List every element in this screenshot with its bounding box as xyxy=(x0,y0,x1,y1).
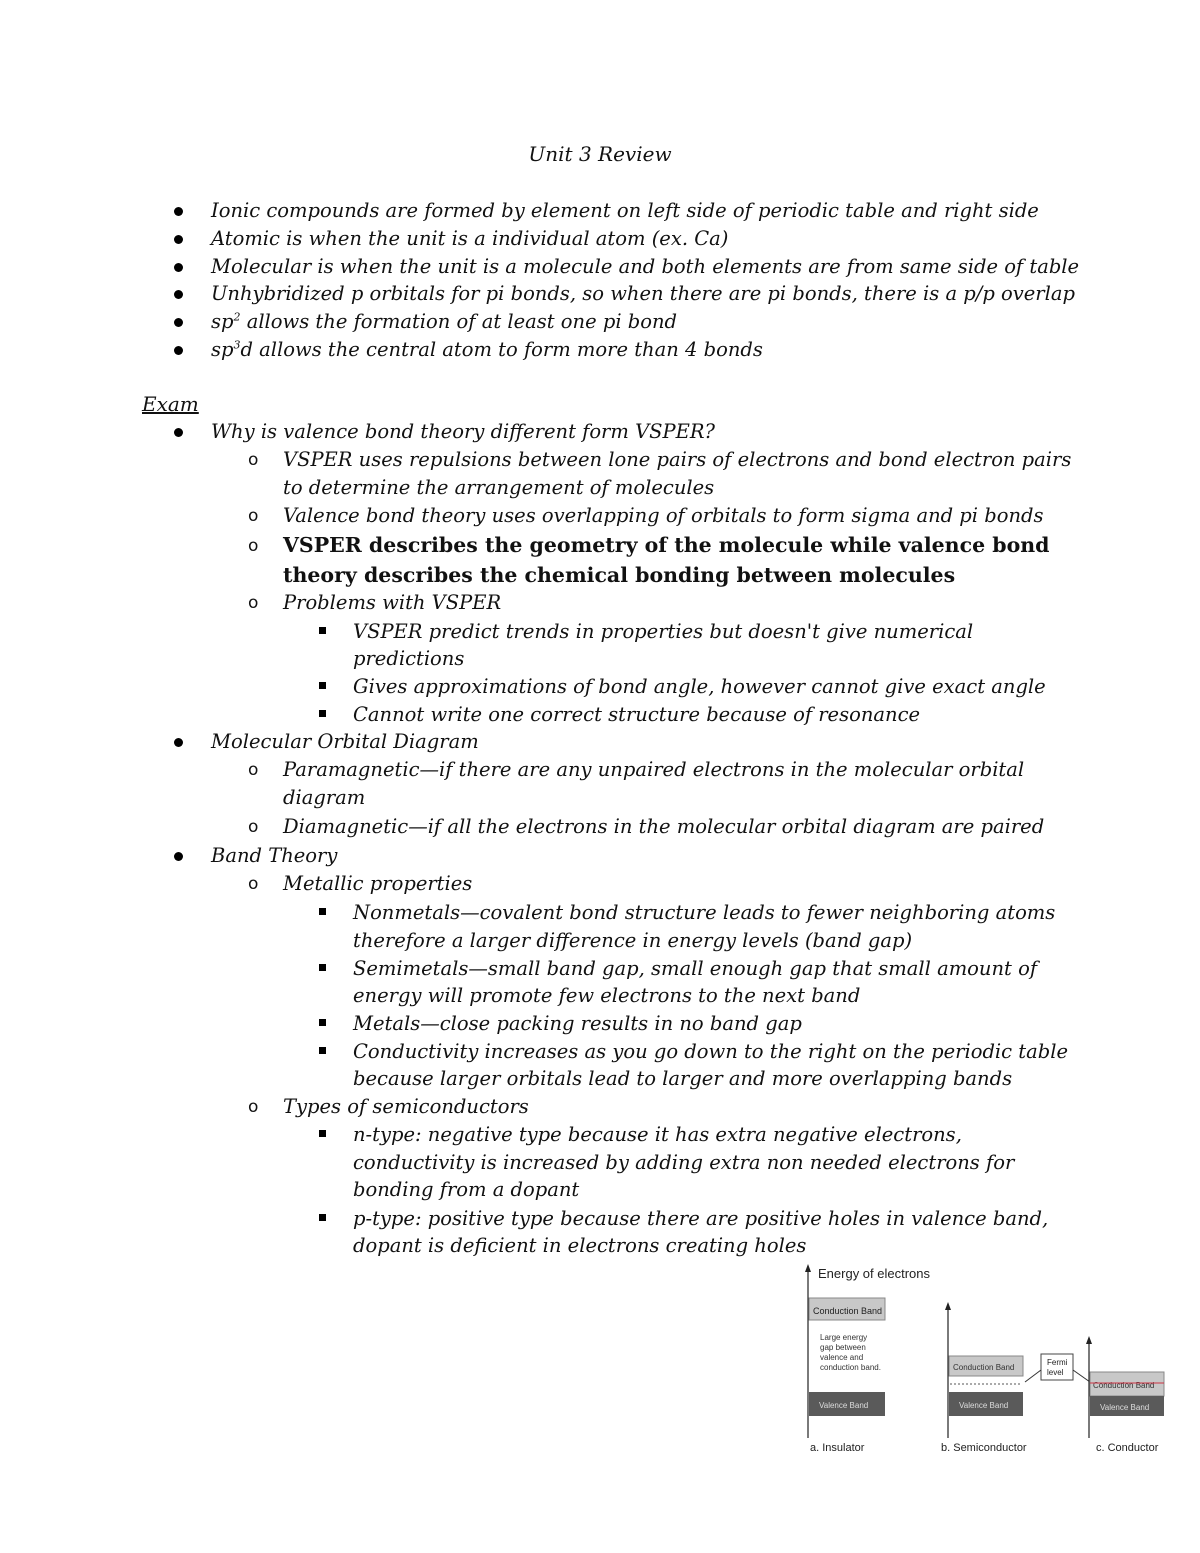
valence-band-label: Valence Band xyxy=(819,1401,869,1410)
square-bullet-icon xyxy=(319,1047,326,1054)
list-item: Atomic is when the unit is a individual atom (ex. Ca) xyxy=(211,227,729,250)
circle-bullet-icon: o xyxy=(248,506,259,526)
conduction-band-label: Conduction Band xyxy=(1093,1381,1155,1390)
square-bullet-icon xyxy=(319,1214,326,1221)
bullet-icon xyxy=(174,852,183,861)
bullet-icon xyxy=(174,428,183,437)
list-item xyxy=(211,309,677,335)
bullet-icon xyxy=(174,263,183,272)
circle-bullet-icon: o xyxy=(248,450,259,470)
fermi-label-line: level xyxy=(1047,1368,1064,1377)
list-item: Semimetals—small band gap, small enough gap that small amount of xyxy=(353,957,1038,980)
list-item: Gives approximations of bond angle, however cannot give exact angle xyxy=(353,675,1046,698)
circle-bullet-icon: o xyxy=(248,536,259,556)
list-item: Molecular Orbital Diagram xyxy=(211,730,479,753)
caption-conductor: c. Conductor xyxy=(1096,1442,1159,1454)
band-diagram xyxy=(800,1262,1180,1462)
list-item: Metallic properties xyxy=(283,872,473,895)
list-item-continued: dopant is deficient in electrons creating holes xyxy=(353,1234,807,1257)
circle-bullet-icon: o xyxy=(248,760,259,780)
list-item: VSPER predict trends in properties but doesn't give numerical xyxy=(353,620,974,643)
list-item: Diamagnetic—if all the electrons in the molecular orbital diagram are paired xyxy=(283,815,1045,838)
square-bullet-icon xyxy=(319,964,326,971)
bullet-icon xyxy=(174,290,183,299)
list-item-continued: theory describes the chemical bonding between molecules xyxy=(283,563,956,587)
square-bullet-icon xyxy=(319,908,326,915)
list-item: Molecular is when the unit is a molecule and both elements are from same side of table xyxy=(211,255,1080,278)
gap-text-line: valence and xyxy=(820,1353,864,1362)
list-item-continued: conductivity is increased by adding extra non needed electrons for xyxy=(353,1151,1015,1174)
valence-band-label: Valence Band xyxy=(1100,1403,1150,1412)
list-item-continued: energy will promote few electrons to the next band xyxy=(353,984,861,1007)
list-item: Why is valence bond theory different form VSPER? xyxy=(211,420,716,443)
square-bullet-icon xyxy=(319,710,326,717)
list-item xyxy=(211,337,763,363)
fermi-pointer xyxy=(1073,1370,1090,1382)
document-title: Unit 3 Review xyxy=(528,142,672,166)
gap-text-line: gap between xyxy=(820,1343,866,1352)
list-item: Band Theory xyxy=(211,844,338,867)
list-item-continued: predictions xyxy=(353,647,465,670)
list-item-continued: bonding from a dopant xyxy=(353,1178,580,1201)
list-item: Valence bond theory uses overlapping of orbitals to form sigma and pi bonds xyxy=(283,504,1044,527)
circle-bullet-icon: o xyxy=(248,1097,259,1117)
axis-arrow-icon xyxy=(805,1264,811,1272)
gap-text-line: conduction band. xyxy=(820,1363,881,1372)
item-text: d allows the central atom to form more than 4 bonds xyxy=(240,338,763,361)
item-text: allows the formation of at least one pi bond xyxy=(240,310,678,333)
list-item: p-type: positive type because there are positive holes in valence band, xyxy=(353,1207,1049,1230)
list-item: Ionic compounds are formed by element on left side of periodic table and right side xyxy=(211,199,1039,222)
axis-arrow-icon xyxy=(945,1302,951,1310)
list-item-continued: because larger orbitals lead to larger and more overlapping bands xyxy=(353,1067,1013,1090)
exam-heading: Exam xyxy=(142,392,199,416)
square-bullet-icon xyxy=(319,1130,326,1137)
square-bullet-icon xyxy=(319,682,326,689)
superscript: 2 xyxy=(233,310,241,324)
gap-text-line: Large energy xyxy=(820,1333,868,1342)
list-item: Cannot write one correct structure because of resonance xyxy=(353,703,921,726)
sp-text: sp xyxy=(211,310,234,333)
caption-semiconductor: b. Semiconductor xyxy=(941,1442,1027,1454)
list-item: n-type: negative type because it has extra negative electrons, xyxy=(353,1123,962,1146)
list-item: Metals—close packing results in no band gap xyxy=(353,1012,802,1035)
list-item: Unhybridized p orbitals for pi bonds, so when there are pi bonds, there is a p/p overlap xyxy=(211,282,1075,305)
list-item: Paramagnetic—if there are any unpaired electrons in the molecular orbital xyxy=(283,758,1025,781)
list-item-continued: to determine the arrangement of molecules xyxy=(283,476,715,499)
valence-band-label: Valence Band xyxy=(959,1401,1009,1410)
conduction-band-label: Conduction Band xyxy=(953,1363,1015,1372)
bullet-icon xyxy=(174,346,183,355)
superscript: 3 xyxy=(233,338,241,352)
list-item: Problems with VSPER xyxy=(283,591,502,614)
bullet-icon xyxy=(174,738,183,747)
list-item: Types of semiconductors xyxy=(283,1095,529,1118)
circle-bullet-icon: o xyxy=(248,874,259,894)
list-item: VSPER uses repulsions between lone pairs of electrons and bond electron pairs xyxy=(283,448,1072,471)
circle-bullet-icon: o xyxy=(248,593,259,613)
sp-text: sp xyxy=(211,338,234,361)
fermi-label-line: Fermi xyxy=(1047,1358,1068,1367)
conduction-band-label: Conduction Band xyxy=(813,1306,883,1316)
list-item: VSPER describes the geometry of the molecule while valence bond xyxy=(283,533,1050,557)
band-diagram-figure xyxy=(800,1262,1180,1462)
list-item-continued: therefore a larger difference in energy levels (band gap) xyxy=(353,929,913,952)
list-item: Conductivity increases as you go down to the right on the periodic table xyxy=(353,1040,1069,1063)
axis-arrow-icon xyxy=(1086,1336,1092,1344)
list-item-continued: diagram xyxy=(283,786,366,809)
list-item: Nonmetals—covalent bond structure leads to fewer neighboring atoms xyxy=(353,901,1056,924)
axis-label: Energy of electrons xyxy=(818,1266,931,1281)
bullet-icon xyxy=(174,207,183,216)
bullet-icon xyxy=(174,318,183,327)
fermi-pointer xyxy=(1025,1370,1041,1382)
square-bullet-icon xyxy=(319,627,326,634)
square-bullet-icon xyxy=(319,1019,326,1026)
caption-insulator: a. Insulator xyxy=(810,1442,865,1454)
circle-bullet-icon: o xyxy=(248,817,259,837)
bullet-icon xyxy=(174,235,183,244)
